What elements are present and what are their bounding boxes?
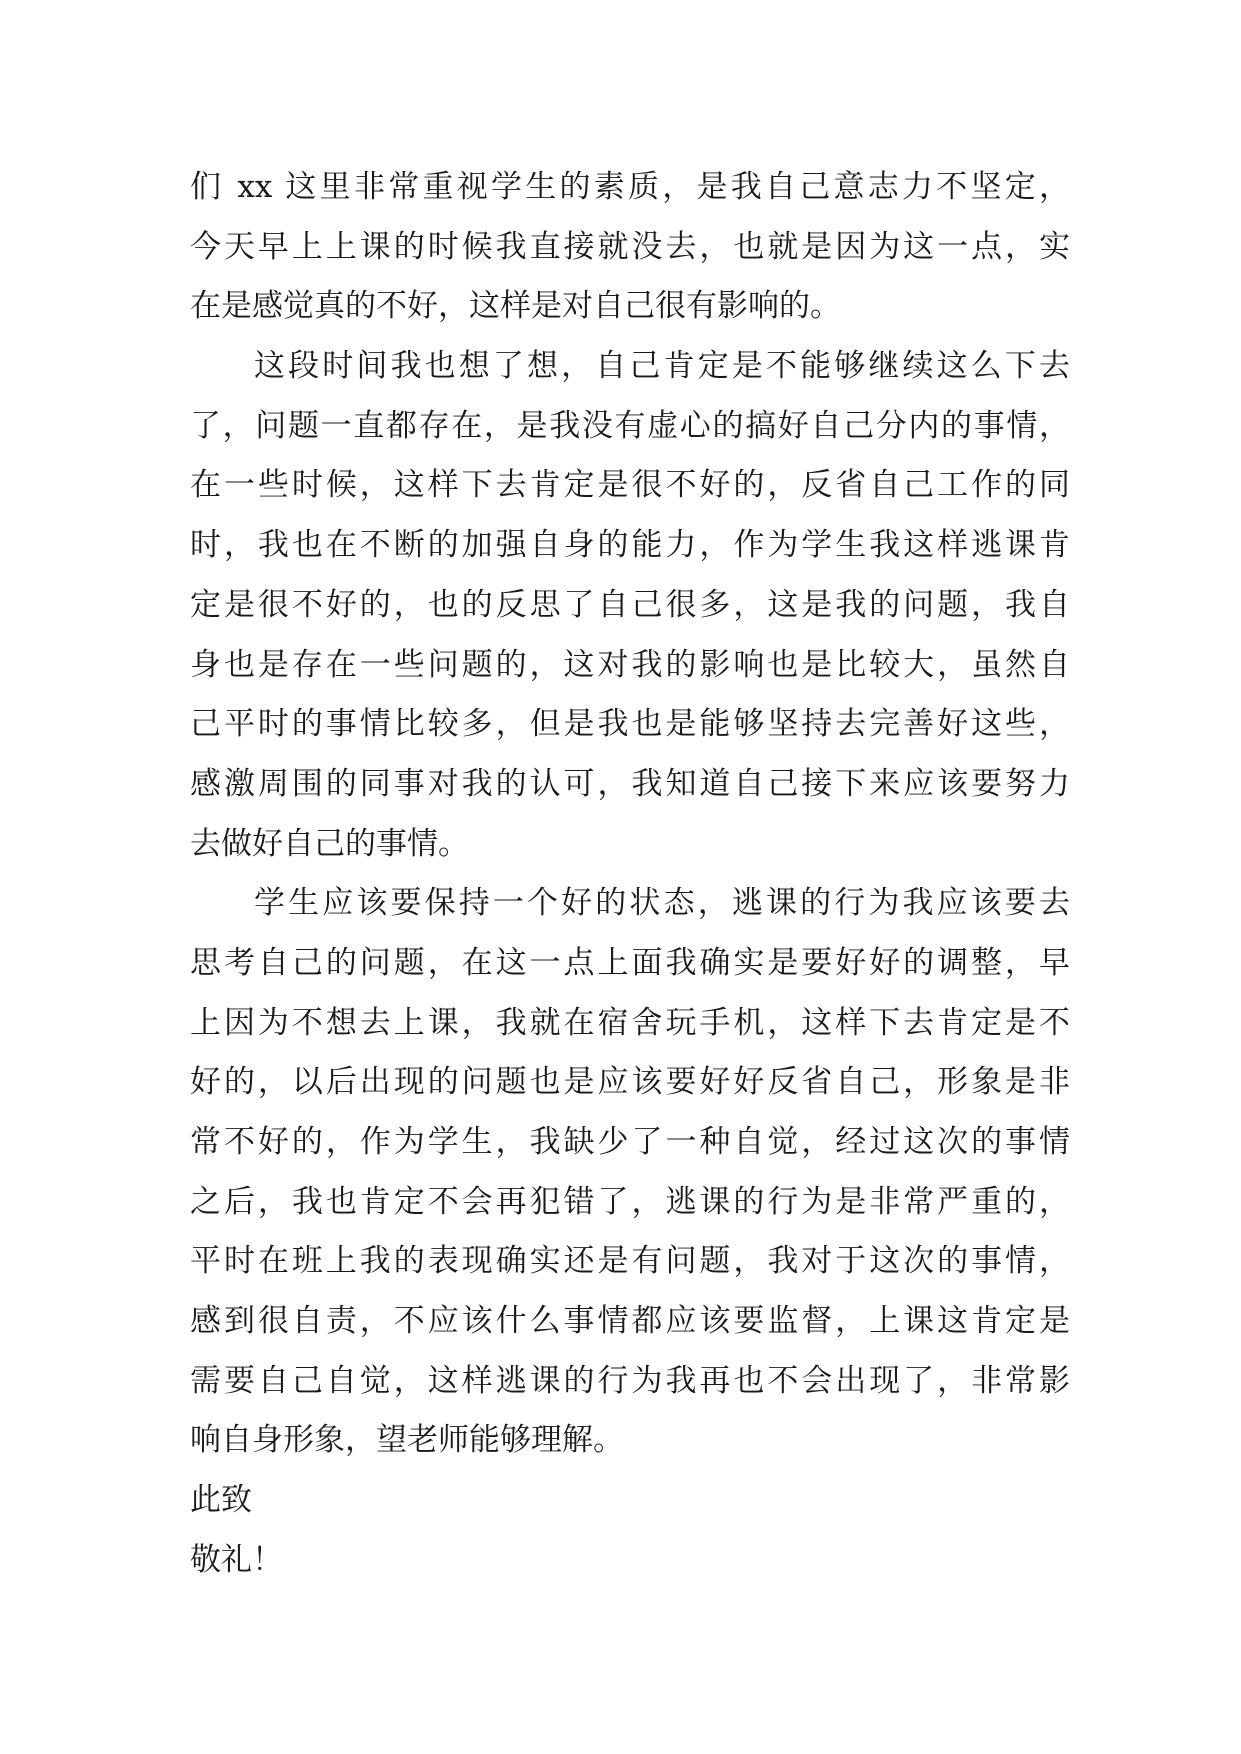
text-line: 响自身形象，望老师能够理解。	[190, 1422, 624, 1459]
text-line: 在是感觉真的不好，这样是对自己很有影响的。	[190, 288, 841, 325]
letter-body	[190, 158, 1070, 1591]
closing-regards: 敬礼！	[190, 1541, 283, 1578]
text-line: 好的，以后出现的问题也是应该要好好反省自己，形象是非	[190, 1064, 1070, 1101]
text-line: 在一些时候，这样下去肯定是很不好的，反省自己工作的同	[190, 467, 1070, 504]
text-line: 去做好自己的事情。	[190, 825, 469, 862]
paragraph	[190, 337, 1070, 874]
text-line: 需要自己自觉，这样逃课的行为我再也不会出现了，非常影	[190, 1362, 1070, 1399]
text-line: 身也是存在一些问题的，这对我的影响也是比较大，虽然自	[190, 646, 1070, 683]
text-line: 常不好的，作为学生，我缺少了一种自觉，经过这次的事情	[190, 1124, 1070, 1160]
text-line: 上因为不想去上课，我就在宿舍玩手机，这样下去肯定是不	[190, 1004, 1070, 1041]
text-line: 今天早上上课的时候我直接就没去，也就是因为这一点，实	[190, 228, 1070, 265]
text-line: 学生应该要保持一个好的状态，逃课的行为我应该要去	[254, 885, 1070, 922]
text-line: 们 xx 这里非常重视学生的素质，是我自己意志力不坚定，	[190, 169, 1070, 205]
text-line: 平时在班上我的表现确实还是有问题，我对于这次的事情，	[190, 1243, 1070, 1280]
text-line: 时，我也在不断的加强自身的能力，作为学生我这样逃课肯	[190, 527, 1070, 564]
closing-salutation: 此致	[190, 1482, 252, 1519]
paragraph	[190, 874, 1070, 1471]
text-line: 这段时间我也想了想，自己肯定是不能够继续这么下去	[254, 348, 1070, 385]
text-line: 己平时的事情比较多，但是我也是能够坚持去完善好这些，	[190, 706, 1070, 743]
text-line: 感到很自责，不应该什么事情都应该要监督，上课这肯定是	[190, 1303, 1070, 1340]
text-line: 了，问题一直都存在，是我没有虚心的搞好自己分内的事情，	[190, 407, 1070, 444]
text-line: 感激周围的同事对我的认可，我知道自己接下来应该要努力	[190, 765, 1070, 802]
text-line: 定是很不好的，也的反思了自己很多，这是我的问题，我自	[190, 586, 1070, 623]
text-line: 思考自己的问题，在这一点上面我确实是要好好的调整，早	[190, 944, 1070, 981]
paragraph	[190, 158, 1070, 337]
text-line: 之后，我也肯定不会再犯错了，逃课的行为是非常严重的，	[190, 1183, 1070, 1220]
